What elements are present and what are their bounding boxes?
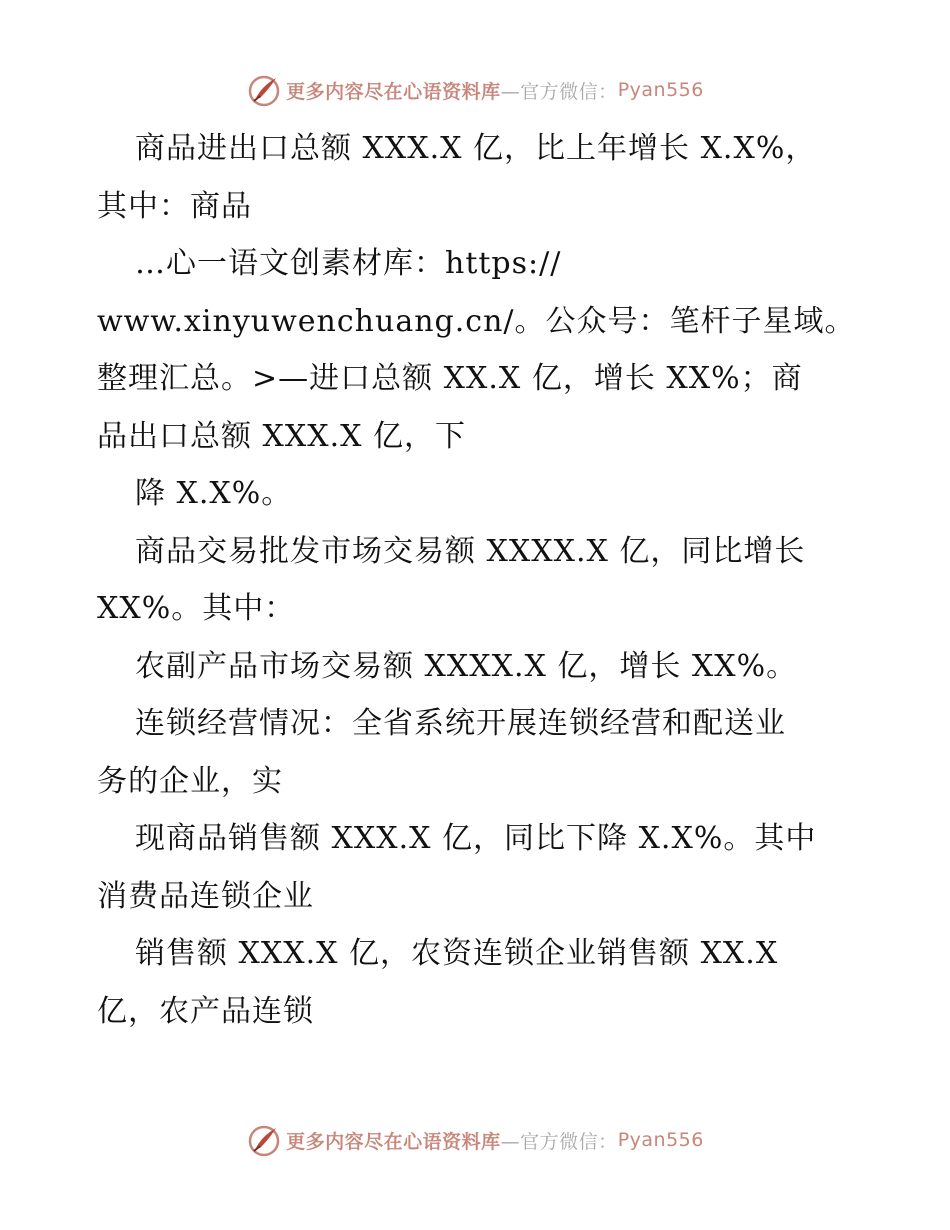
quill-logo-icon [246,1122,282,1158]
text-line: 销售额 XXX.X 亿，农资连锁企业销售额 XX.X [135,936,779,971]
text-line: 商品交易批发市场交易额 XXXX.X 亿，同比增长 [135,533,806,569]
text-line: 降 X.X%。 [135,476,293,511]
watermark-wechat-id: Pyan556 [617,79,704,101]
watermark-main-text: 更多内容尽在心语资料库 [286,1130,501,1153]
text-line: 整理汇总。>—进口总额 XX.X 亿，增长 XX%；商 [97,361,803,396]
quill-logo-icon [246,72,282,108]
text-line: 亿，农产品连锁 [97,993,314,1029]
text-line: 连锁经营情况：全省系统开展连锁经营和配送业 [135,706,786,741]
footer-watermark [0,1120,950,1160]
text-line: 商品进出口总额 XXX.X 亿，比上年增长 X.X%， [135,131,817,166]
watermark-separator: —官方微信： [500,80,618,103]
watermark-main-text: 更多内容尽在心语资料库 [286,80,501,103]
text-line: 品出口总额 XXX.X 亿，下 [97,418,467,454]
text-line: 其中：商品 [97,188,252,224]
text-line: 农副产品市场交易额 XXXX.X 亿，增长 XX%。 [135,648,798,684]
text-line: 务的企业，实 [97,763,283,799]
watermark-separator: —官方微信： [500,1130,618,1153]
text-line: 消费品连锁企业 [97,878,314,914]
text-line: www.xinyuwenchuang.cn/。公众号：笔杆子星域。 [97,303,856,339]
document-body [97,120,857,1040]
text-line: …心一语文创素材库：https:// [135,246,562,281]
text-line: XX%。其中： [97,591,296,626]
text-line: 现商品销售额 XXX.X 亿，同比下降 X.X%。其中 [135,821,817,856]
watermark-wechat-id: Pyan556 [617,1129,704,1151]
header-watermark [0,70,950,110]
